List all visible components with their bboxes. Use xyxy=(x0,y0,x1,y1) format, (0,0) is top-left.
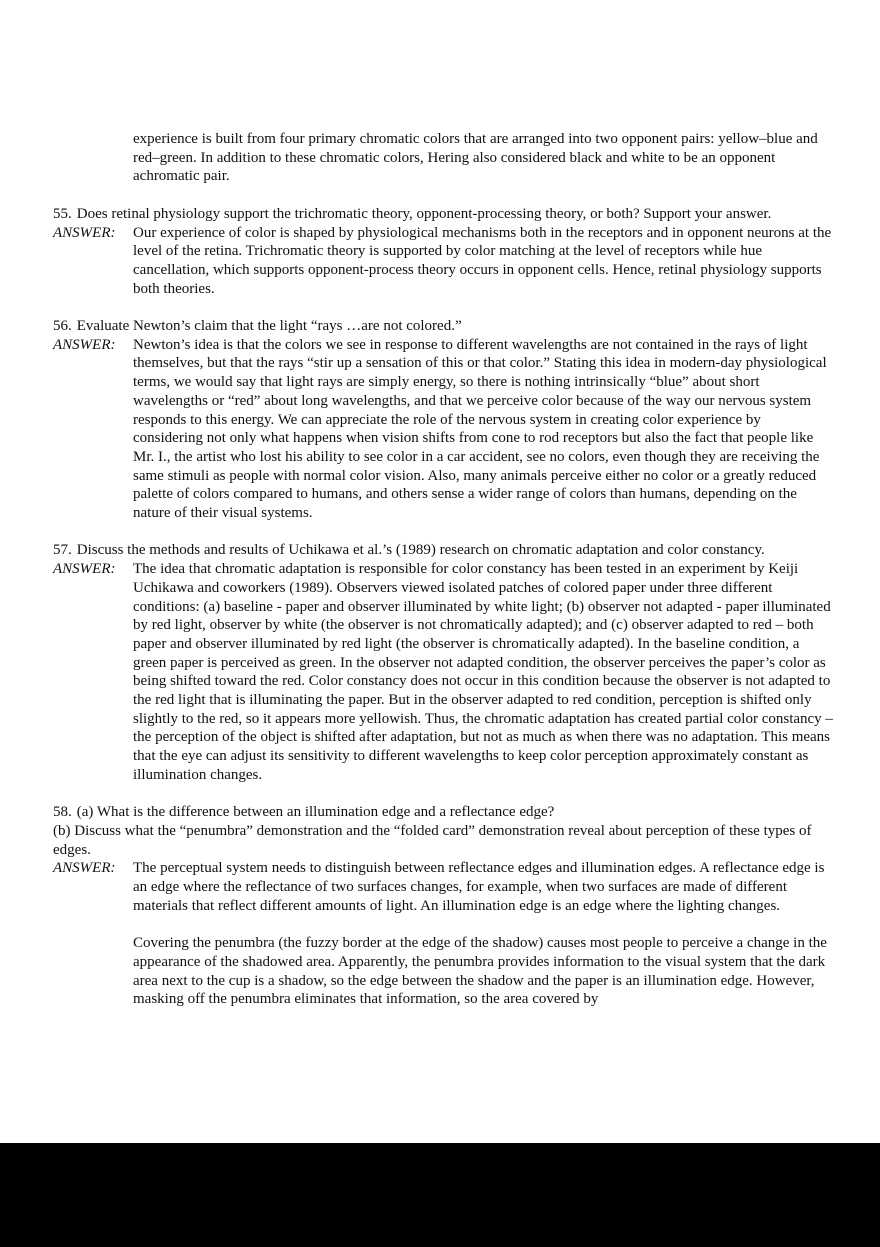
answer-body xyxy=(133,560,833,784)
answer-label: ANSWER: xyxy=(53,336,116,353)
answer-paragraph: Covering the penumbra (the fuzzy border at the edge of the shadow) causes most people to perceive a change in the appearance of the shadowed area. Apparently, the penumbra provides information to the visual system that the dark area next to the cup is a shadow, so the edge between the shadow and the paper is an illumination edge. However, masking off the penumbra eliminates that information, so the area covered by xyxy=(133,935,827,1008)
answer-paragraph: The perceptual system needs to distinguish between reflectance edges and illumination edges. A reflectance edge is an edge where the reflectance of two surfaces changes, for example, when two surfaces are made of different materials that reflect different amounts of light. An illumination edge is an edge where the lighting changes. xyxy=(133,860,825,914)
qa-item xyxy=(53,803,833,1009)
question-number: 56. xyxy=(53,318,72,334)
qa-item xyxy=(53,317,833,523)
question-line xyxy=(53,822,833,859)
question-text: (b) Discuss what the “penumbra” demonstration and the “folded card” demonstration reveal about perception of these types of edges. xyxy=(53,822,812,858)
viewer-background-band xyxy=(0,1143,880,1247)
answer-row xyxy=(53,560,833,784)
question-line xyxy=(53,205,833,224)
answer-row xyxy=(53,859,833,1009)
answer-body xyxy=(133,859,833,1009)
answer-row xyxy=(53,224,833,299)
qa-list xyxy=(53,205,833,1009)
question-number: 58. xyxy=(53,804,72,821)
question-text: Evaluate Newton’s claim that the light “rays …are not colored.” xyxy=(76,318,462,334)
question-number: 57. xyxy=(53,542,72,559)
question-line xyxy=(53,803,833,822)
answer-label: ANSWER: xyxy=(53,224,116,241)
intro-continuation-paragraph: experience is built from four primary chromatic colors that are arranged into two opponent pairs: yellow–blue and red–green. In addition to these chromatic colors, Hering also considered black and white to be an opponent achromatic pair. xyxy=(133,131,818,185)
answer-body xyxy=(133,336,833,523)
answer-label: ANSWER: xyxy=(53,860,116,877)
qa-item xyxy=(53,205,833,299)
question-text: (a) What is the difference between an illumination edge and a reflectance edge? xyxy=(76,804,555,821)
answer-body xyxy=(133,224,833,299)
answer-row xyxy=(53,336,833,523)
answer-label: ANSWER: xyxy=(53,561,116,578)
question-text: Does retinal physiology support the trichromatic theory, opponent-processing theory, or both? Support your answer. xyxy=(76,205,772,222)
answer-paragraph: The idea that chromatic adaptation is responsible for color constancy has been tested in an experiment by Keiji Uchikawa and coworkers (1989). Observers viewed isolated patches of colored paper under three different conditions: (a) baseline - paper and observer illuminated by white light; (b) observer not adapted - paper illuminated by red light, observer by white (the observer is not chromatically adapted); and (c) observer adapted to red – both paper and observer illuminated by red light (the observer is chromatically adapted). In the baseline condition, a green paper is perceived as green. In the observer not adapted condition, the observer perceives the paper’s color as being shifted toward the red. Color constancy does not occur in this condition because the observer is not adapted to the red light that is illuminating the paper. But in the observer adapted to red condition, perception is shifted only slightly to the red, so it appears more yellowish. Thus, the chromatic adaptation has created partial color constancy – the perception of the object is shifted after adaptation, but not as much as when there was no adaptation. This means that the eye can adjust its sensitivity to different wavelengths to keep color perception approximately constant as illumination changes. xyxy=(133,561,833,783)
question-text: Discuss the methods and results of Uchikawa et al.’s (1989) research on chromatic adaptation and color constancy. xyxy=(76,542,765,559)
question-line xyxy=(53,317,833,336)
qa-item xyxy=(53,541,833,784)
answer-paragraph: Newton’s idea is that the colors we see in response to different wavelengths are not contained in the rays of light themselves, but that the rays “stir up a sensation of this or that color.” Stating this idea in modern-day physiological terms, we would say that light rays are simply energy, so there is nothing intrinsically “blue” about short wavelengths or “red” about long wavelengths, and that we perceive color because of the way our nervous system responds to this energy. We can appreciate the role of the nervous system in creating color experience by considering not only what happens when vision shifts from cone to rod receptors but also the fact that people like Mr. I., the artist who lost his ability to see color in a car accident, see no colors, even though they are receiving the same stimuli as people with normal color vision. Also, many animals perceive either no color or a greatly reduced palette of colors compared to humans, and others sense a wider range of colors than humans, depending on the nature of their visual systems. xyxy=(133,336,827,522)
answer-paragraph: Our experience of color is shaped by physiological mechanisms both in the receptors and in opponent neurons at the level of the retina. Trichromatic theory is supported by color matching at the level of receptors while hue cancellation, which supports opponent-process theory occurs in opponent cells. Hence, retinal physiology supports both theories. xyxy=(133,224,832,297)
page-content xyxy=(53,130,833,1009)
question-number: 55. xyxy=(53,205,72,222)
question-line xyxy=(53,541,833,560)
